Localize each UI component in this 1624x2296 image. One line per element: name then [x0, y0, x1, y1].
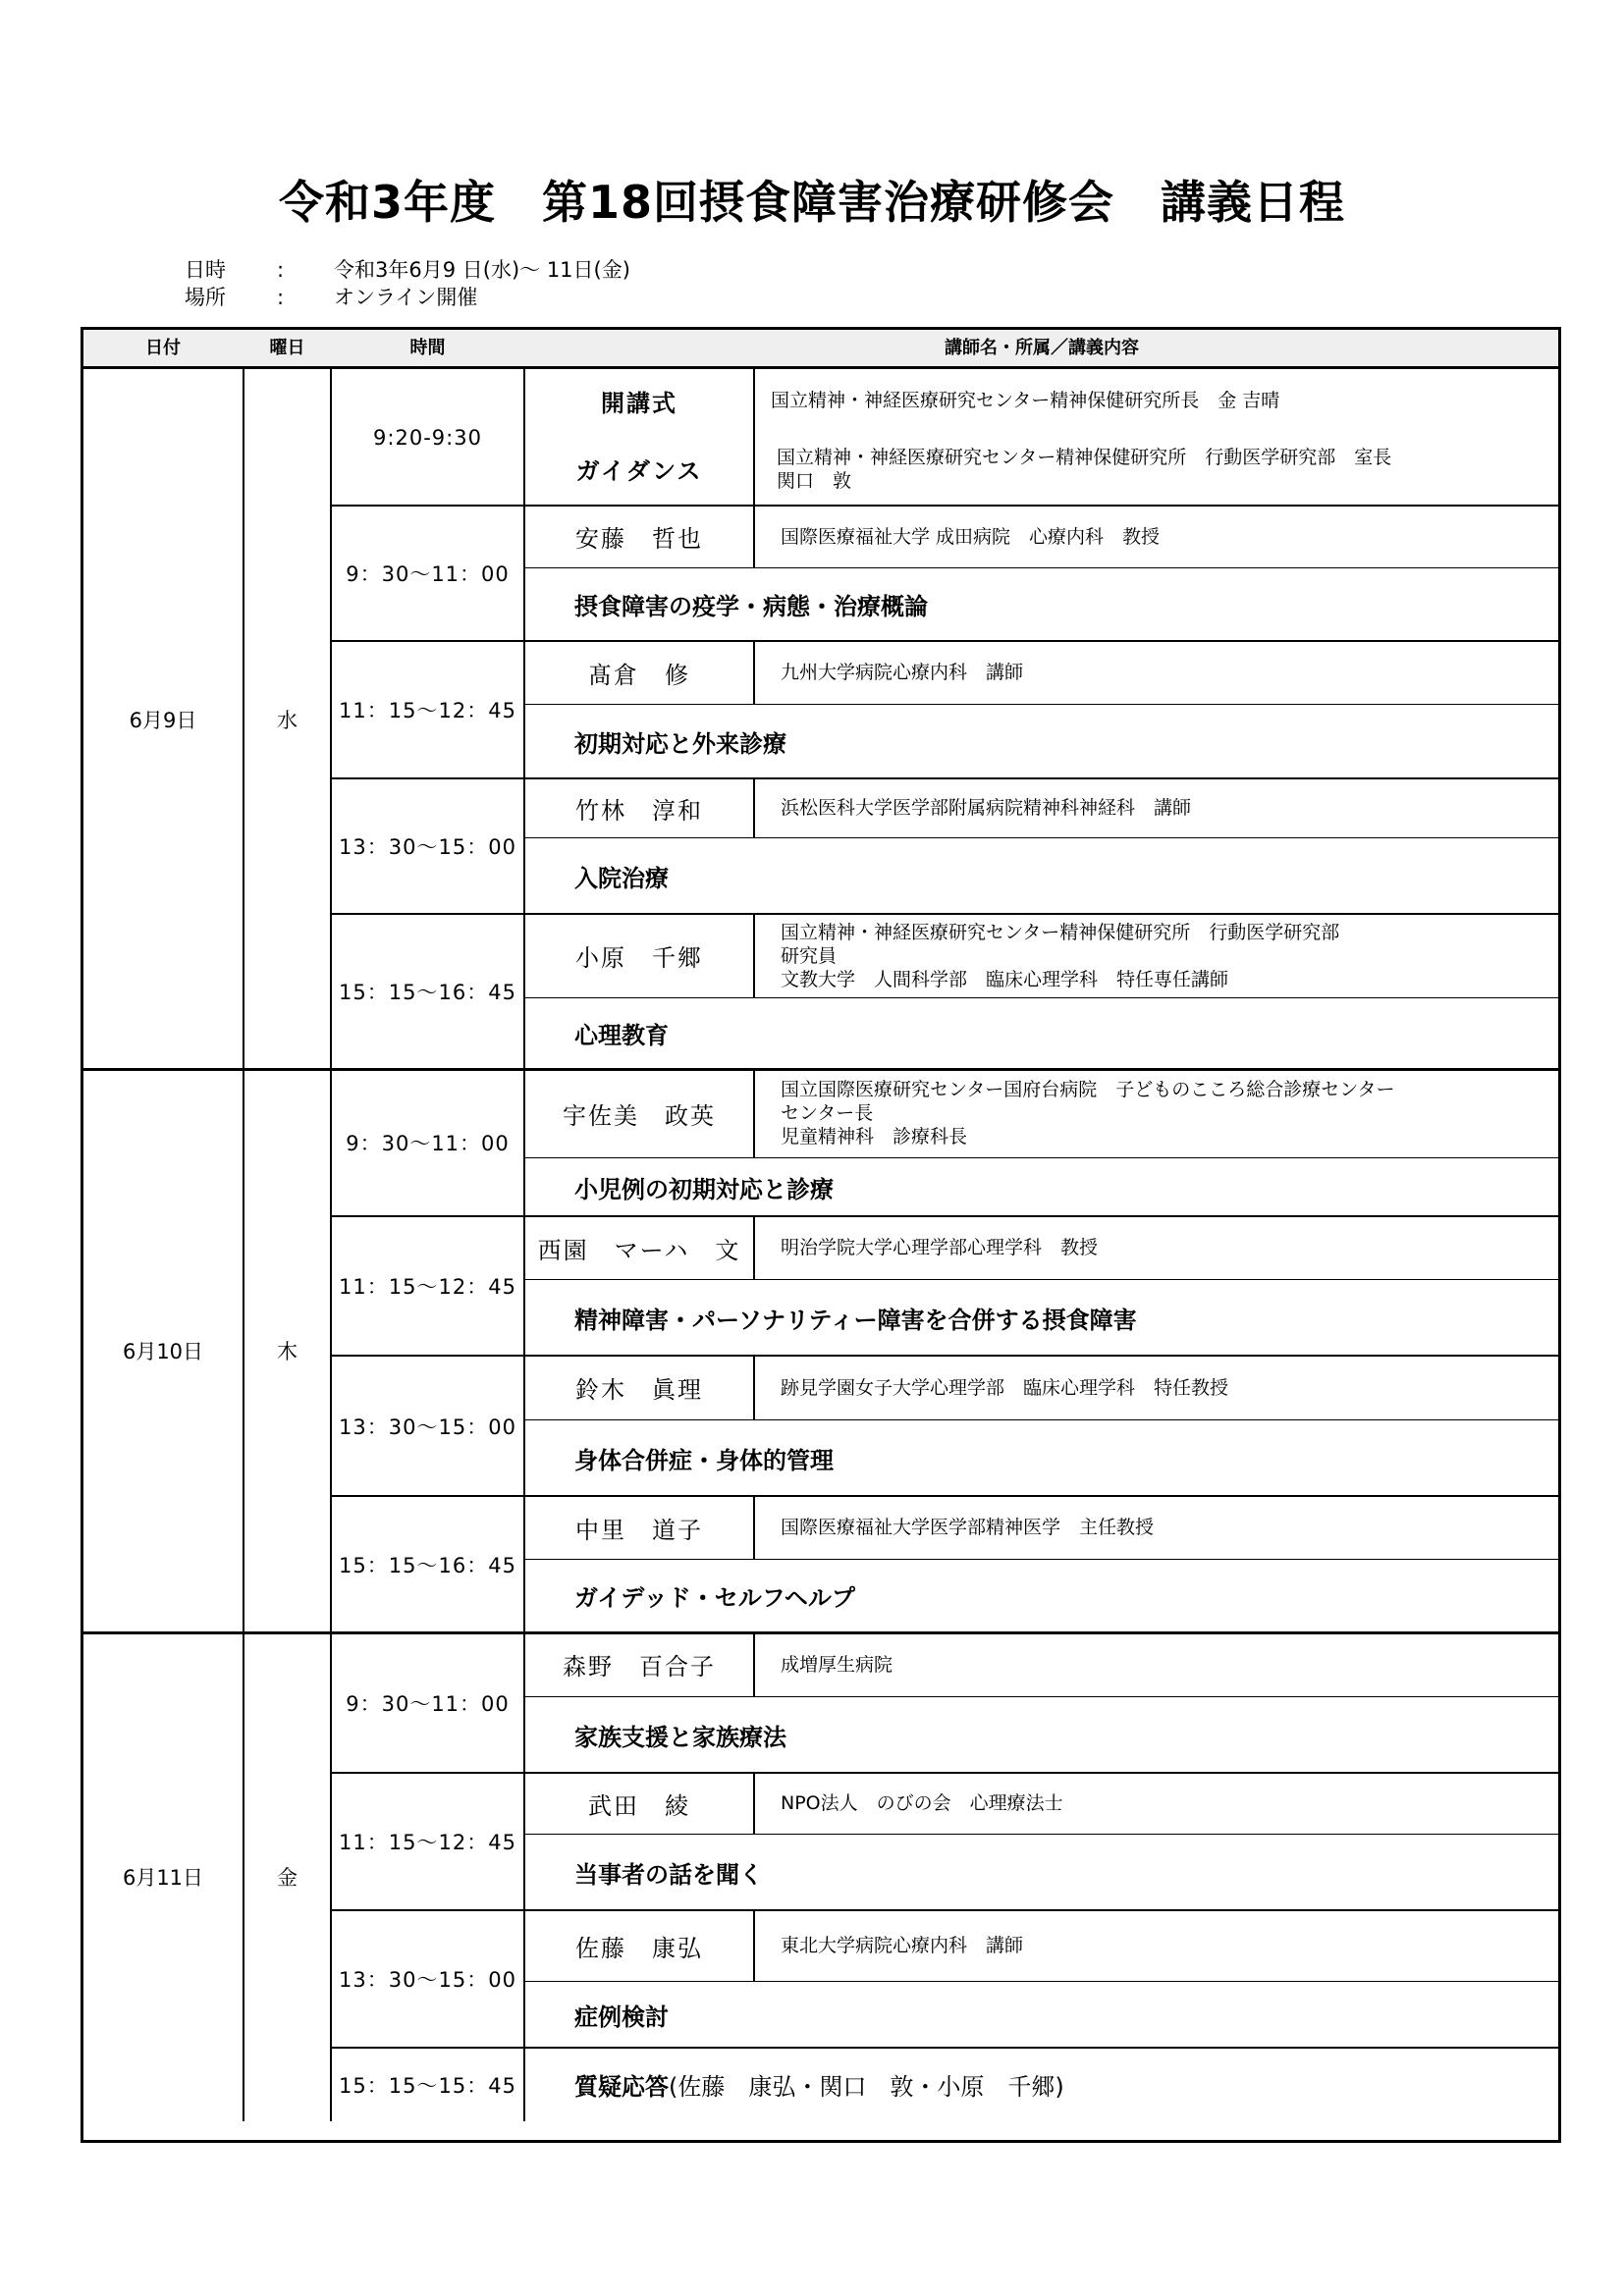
- row-rule: [523, 837, 1558, 838]
- lecture-topic: 精神障害・パーソナリティー障害を合併する摂食障害: [574, 1306, 1137, 1334]
- column-rule: [753, 1632, 755, 1696]
- time-cell: 11：15～12：45: [339, 699, 516, 722]
- row-rule: [523, 1981, 1558, 1982]
- guidance-affiliation-line: 国立精神・神経医療研究センター精神保健研究所 行動医学研究部 室長: [777, 446, 1392, 468]
- time-cell: 15：15～16：45: [339, 981, 516, 1004]
- lecturer-affiliation: [781, 1632, 893, 1696]
- guidance-affiliation-line: 関口 敦: [777, 469, 852, 492]
- lecturer-name: 鈴木 眞理: [575, 1376, 703, 1404]
- time-cell: 15：15～16：45: [339, 1553, 516, 1577]
- lecture-topic: 小児例の初期対応と診療: [574, 1175, 834, 1203]
- lecturer-name: 髙倉 修: [588, 661, 690, 689]
- lecturer-name: 竹林 淳和: [575, 796, 703, 825]
- qa-speakers: (佐藤 康弘・関口 敦・小原 千郷): [669, 2073, 1064, 2101]
- affiliation-line: 国際医療福祉大学 成田病院 心療内科 教授: [781, 525, 1161, 548]
- affiliation-line: 国立精神・神経医療研究センター精神保健研究所 行動医学研究部: [781, 921, 1340, 943]
- lecturer-affiliation: [781, 1496, 1154, 1559]
- affiliation-line: 研究員: [781, 944, 838, 967]
- time-cell: 9:20-9:30: [373, 425, 482, 450]
- lecture-topic: ガイデッド・セルフヘルプ: [574, 1584, 855, 1612]
- affiliation-line: 文教大学 人間科学部 臨床心理学科 特任専任講師: [781, 968, 1229, 990]
- row-rule: [523, 997, 1558, 998]
- column-rule: [753, 1216, 755, 1279]
- column-rule: [753, 1356, 755, 1419]
- opening-ceremony-label: 開講式: [601, 389, 677, 417]
- table-header: [83, 330, 1558, 369]
- qa-topic: [574, 2048, 1064, 2121]
- qa-label: 質疑応答: [574, 2073, 669, 2101]
- column-rule: [753, 1910, 755, 1981]
- lecture-topic: 初期対応と外来診療: [574, 729, 786, 758]
- lecturer-name: 武田 綾: [588, 1791, 690, 1820]
- affiliation-line: 国立国際医療研究センター国府台病院 子どものこころ総合診療センター: [781, 1079, 1395, 1100]
- lecturer-name: 西園 マーハ 文: [537, 1236, 741, 1264]
- lecturer-affiliation: [781, 914, 1339, 997]
- lecturer-name: 宇佐美 政英: [563, 1101, 716, 1130]
- affiliation-line: 国際医療福祉大学医学部精神医学 主任教授: [781, 1517, 1155, 1538]
- lecturer-affiliation: [781, 1069, 1394, 1157]
- lecture-topic: 当事者の話を聞く: [574, 1860, 763, 1889]
- time-cell: 11：15～12：45: [339, 1831, 516, 1854]
- affiliation-line: 東北大学病院心療内科 講師: [781, 1935, 1024, 1956]
- time-cell: 15：15～15：45: [339, 2073, 516, 2098]
- affiliation-line: 児童精神科 診療科長: [781, 1126, 968, 1148]
- header-weekday: 曜日: [269, 338, 305, 358]
- lecturer-name: 佐藤 康弘: [575, 1934, 703, 1962]
- lecturer-name: 森野 百合子: [563, 1653, 716, 1681]
- lecture-topic: 摂食障害の疫学・病態・治療概論: [574, 593, 928, 620]
- schedule-table: [81, 327, 1561, 2143]
- lecture-topic: 入院治療: [574, 864, 669, 892]
- header-content: 講師名・所属／講義内容: [945, 338, 1139, 358]
- day-date-cell: 6月10日: [122, 1340, 204, 1363]
- time-cell: 13：30～15：00: [339, 1968, 516, 1992]
- column-rule: [753, 778, 755, 837]
- page-title: 令和3年度 第18回摂食障害治療研修会 講義日程: [278, 176, 1346, 229]
- affiliation-line: センター長: [781, 1102, 874, 1124]
- column-rule: [753, 1069, 755, 1157]
- guidance-affiliation: [777, 432, 1391, 506]
- lecture-topic: 身体合併症・身体的管理: [574, 1446, 834, 1474]
- affiliation-line: 九州大学病院心療内科 講師: [781, 662, 1024, 683]
- lecture-topic: 家族支援と家族療法: [574, 1723, 786, 1751]
- time-cell: 11：15～12：45: [339, 1275, 516, 1299]
- time-cell: 9：30～11：00: [346, 1132, 510, 1155]
- lecturer-name: 小原 千郷: [575, 944, 703, 972]
- affiliation-line: 成増厚生病院: [781, 1653, 893, 1676]
- lecturer-name: 中里 道子: [575, 1516, 703, 1544]
- lecturer-affiliation: [781, 1356, 1228, 1419]
- day-weekday-cell: 木: [277, 1340, 298, 1363]
- info-colon: :: [277, 286, 285, 309]
- info-place-value: オンライン開催: [334, 286, 478, 309]
- lecture-topic: 心理教育: [574, 1022, 669, 1049]
- day-date-cell: 6月11日: [122, 1866, 204, 1890]
- column-rule: [753, 369, 755, 506]
- affiliation-line: 浜松医科大学医学部附属病院精神科神経科 講師: [781, 797, 1192, 819]
- column-rule: [753, 1496, 755, 1559]
- time-cell: 13：30～15：00: [339, 1415, 516, 1439]
- lecturer-name: 安藤 哲也: [575, 525, 703, 553]
- column-rule: [753, 914, 755, 997]
- affiliation-line: 跡見学園女子大学心理学部 臨床心理学科 特任教授: [781, 1376, 1229, 1399]
- guidance-label: ガイダンス: [575, 457, 703, 485]
- column-rule: [753, 1773, 755, 1834]
- info-date-label: 日時: [185, 258, 226, 282]
- column-rule: [753, 506, 755, 567]
- column-rule: [753, 641, 755, 704]
- header-date: 日付: [145, 338, 181, 358]
- opening-ceremony-affiliation: 国立精神・神経医療研究センター精神保健研究所長 金 吉晴: [771, 390, 1280, 411]
- lecturer-affiliation: [781, 1773, 1063, 1834]
- time-cell: 13：30～15：00: [339, 835, 516, 859]
- day-date-cell: 6月9日: [129, 708, 197, 732]
- lecturer-affiliation: [781, 1216, 1098, 1279]
- lecturer-affiliation: [781, 506, 1160, 567]
- affiliation-line: NPO法人 のびの会 心理療法士: [781, 1792, 1063, 1814]
- lecturer-affiliation: [781, 641, 1023, 704]
- time-cell: 9：30～11：00: [346, 1691, 510, 1716]
- lecture-topic: 症例検討: [574, 2002, 669, 2031]
- info-date-value: 令和3年6月9 日(水)～ 11日(金): [334, 258, 630, 282]
- day-weekday-cell: 金: [277, 1866, 298, 1890]
- lecturer-affiliation: [781, 1910, 1023, 1981]
- column-rule: [243, 369, 244, 2121]
- info-place-label: 場所: [185, 286, 226, 309]
- header-time: 時間: [409, 338, 446, 358]
- time-cell: 9：30～11：00: [346, 562, 510, 586]
- affiliation-line: 明治学院大学心理学部心理学科 教授: [781, 1237, 1099, 1258]
- day-weekday-cell: 水: [277, 708, 298, 732]
- info-colon: :: [277, 258, 285, 282]
- lecturer-affiliation: [781, 778, 1191, 837]
